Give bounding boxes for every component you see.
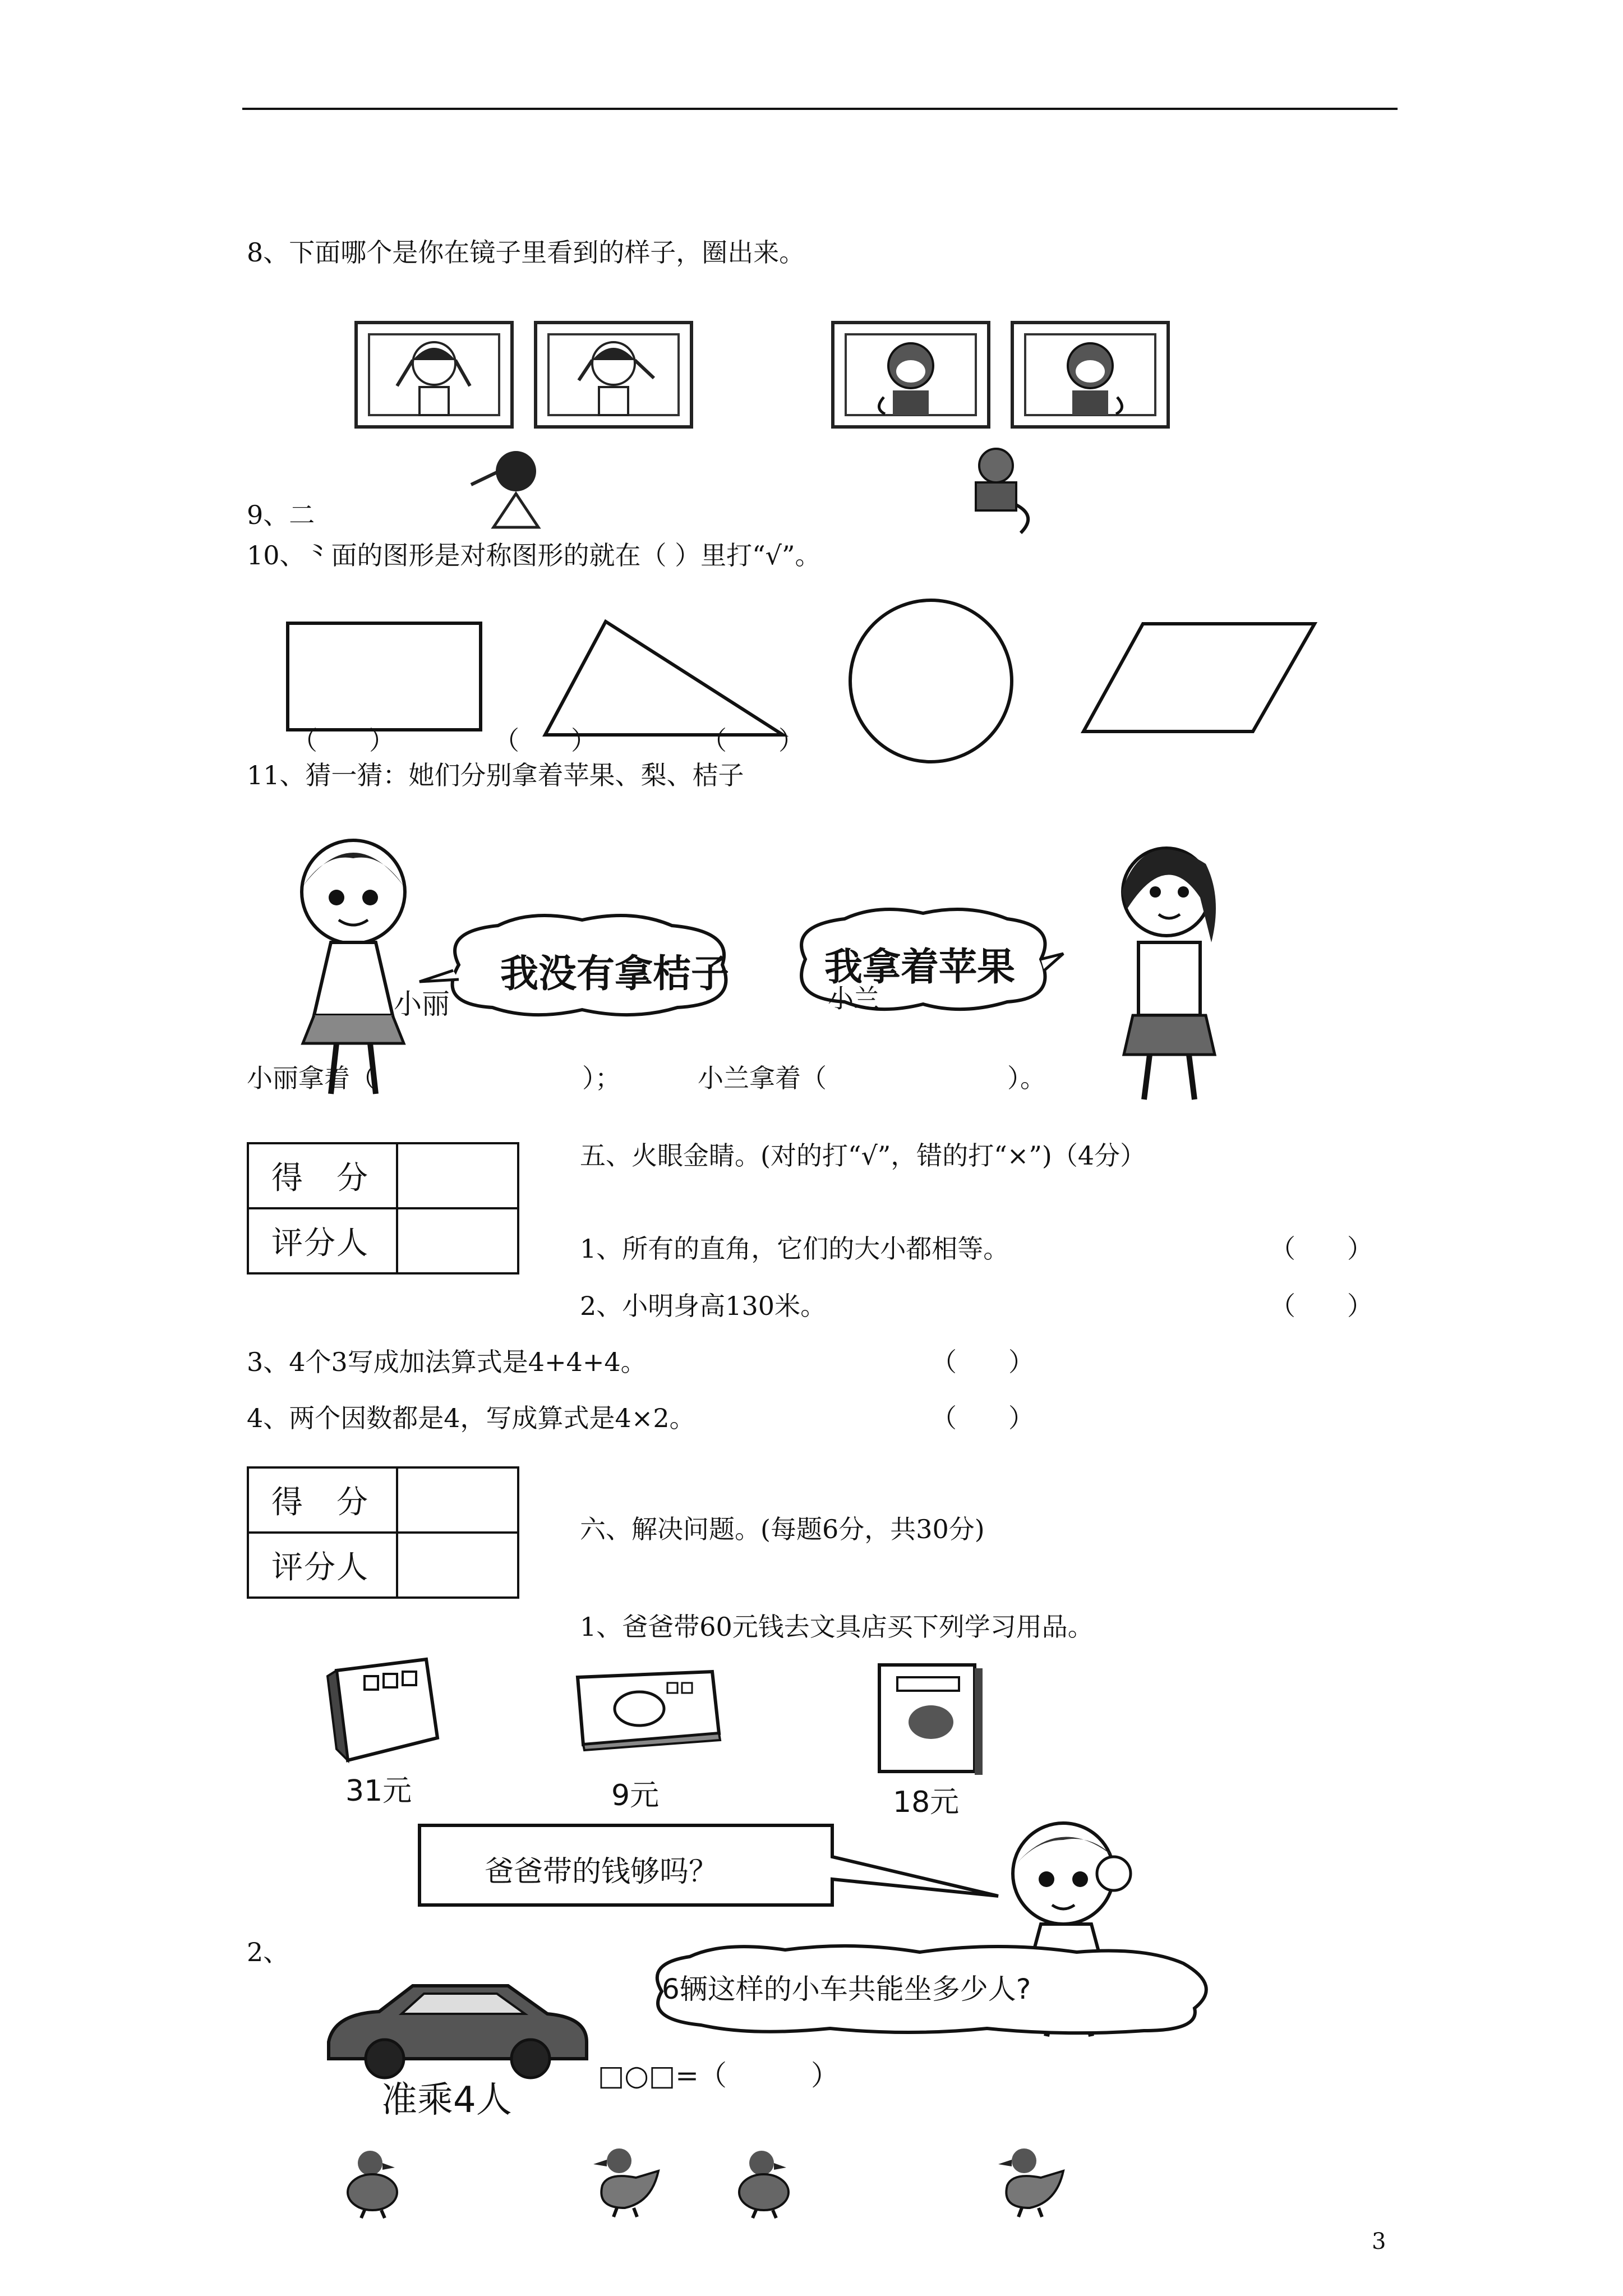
duck-icon (585, 2146, 664, 2219)
triangle-shape-icon (543, 619, 785, 737)
name-xiaolan: 小兰 (828, 983, 879, 1014)
girl-face-icon (358, 324, 510, 425)
judge-paren-3[interactable]: （ ） (931, 1347, 1034, 1377)
parallelogram-shape-icon (1081, 622, 1317, 734)
dictionary-book-icon (325, 1654, 449, 1766)
grader-label: 评分人 (248, 1533, 397, 1598)
score-label: 得 分 (248, 1467, 397, 1533)
mirror-frame-3[interactable] (831, 321, 990, 429)
monkey-face-icon (834, 324, 987, 425)
header-rule (242, 108, 1398, 110)
score-table-5 (247, 1142, 519, 1274)
car-icon (323, 1980, 592, 2081)
girl-figure-icon (460, 449, 550, 533)
judge-paren-1[interactable]: （ ） (1270, 1234, 1373, 1264)
sec5-item-2: 2、小明身高130米。 (580, 1291, 827, 1321)
sec6-title: 六、解决问题。(每题6分，共30分) (580, 1514, 985, 1544)
notebook-icon (572, 1666, 723, 1750)
score-cell[interactable] (397, 1467, 518, 1533)
monkey-face-icon (1014, 324, 1166, 425)
rectangle-shape-icon (286, 622, 482, 731)
sec5-title: 五、火眼金睛。(对的打“√”，错的打“×”)（4分） (580, 1140, 1146, 1171)
name-xiaoli: 小丽 (394, 988, 450, 1020)
bubble-right-text: 我拿着苹果 (824, 945, 1016, 990)
cloud-q2-text: 6辆这样的小车共能坐多少人? (662, 1973, 1031, 2005)
duck-icon (990, 2146, 1069, 2219)
sec5-item-3: 3、4个3写成加法算式是4+4+4。 (247, 1347, 647, 1377)
price-3: 18元 (893, 1786, 960, 1819)
judge-paren-4[interactable]: （ ） (931, 1403, 1034, 1433)
answer-xiaolan[interactable]: 小兰拿着（ ）。 (698, 1063, 1046, 1093)
page-number: 3 (1372, 2229, 1386, 2254)
mirror-frame-4[interactable] (1011, 321, 1170, 429)
sec6-q2-text: 2、 (247, 1937, 289, 1967)
mirror-frame-2[interactable] (534, 321, 693, 429)
circle-shape-icon (847, 597, 1015, 765)
q10-paren-1[interactable]: （ ） (292, 725, 395, 756)
answer-xiaoli[interactable]: 小丽拿着（ ）； (247, 1063, 621, 1093)
chick-icon (728, 2146, 801, 2219)
sec5-item-4: 4、两个因数都是4，写成算式是4×2。 (247, 1403, 695, 1433)
sec5-item-1: 1、所有的直角，它们的大小都相等。 (580, 1234, 1009, 1264)
mirror-frame-1[interactable] (354, 321, 514, 429)
q11-text: 11、猜一猜：她们分别拿着苹果、梨、桔子 (247, 760, 744, 790)
score-table-6 (247, 1466, 519, 1599)
q10-paren-3[interactable]: （ ） (701, 725, 804, 756)
q10-text: 10、⺀面的图形是对称图形的就在（ ）里打“√”。 (247, 540, 821, 570)
q10-paren-2[interactable]: （ ） (494, 725, 597, 756)
speech-q1-text: 爸爸带的钱够吗？ (485, 1855, 718, 1889)
score-cell[interactable] (397, 1143, 518, 1208)
q8-text: 8、下面哪个是你在镜子里看到的样子，圈出来。 (247, 237, 805, 268)
monkey-figure-icon (953, 443, 1043, 539)
grader-cell[interactable] (397, 1208, 518, 1273)
score-label: 得 分 (248, 1143, 397, 1208)
grader-label: 评分人 (248, 1208, 397, 1273)
girl-face-icon (537, 324, 690, 425)
price-2: 9元 (611, 1779, 660, 1812)
car-label: 准乘4人 (381, 2079, 512, 2121)
girl-xiaolan-icon (1110, 830, 1228, 1105)
formula-answer[interactable]: □○□=（ ） (598, 2059, 840, 2092)
storybook-icon (875, 1660, 987, 1778)
q9-text: 9、二 (247, 500, 315, 530)
chick-icon (336, 2146, 409, 2219)
judge-paren-2[interactable]: （ ） (1270, 1291, 1373, 1321)
grader-cell[interactable] (397, 1533, 518, 1598)
price-1: 31元 (345, 1774, 412, 1808)
sec6-q1-text: 1、爸爸带60元钱去文具店买下列学习用品。 (580, 1612, 1094, 1642)
bubble-left-text: 我没有拿桔子 (500, 952, 730, 996)
